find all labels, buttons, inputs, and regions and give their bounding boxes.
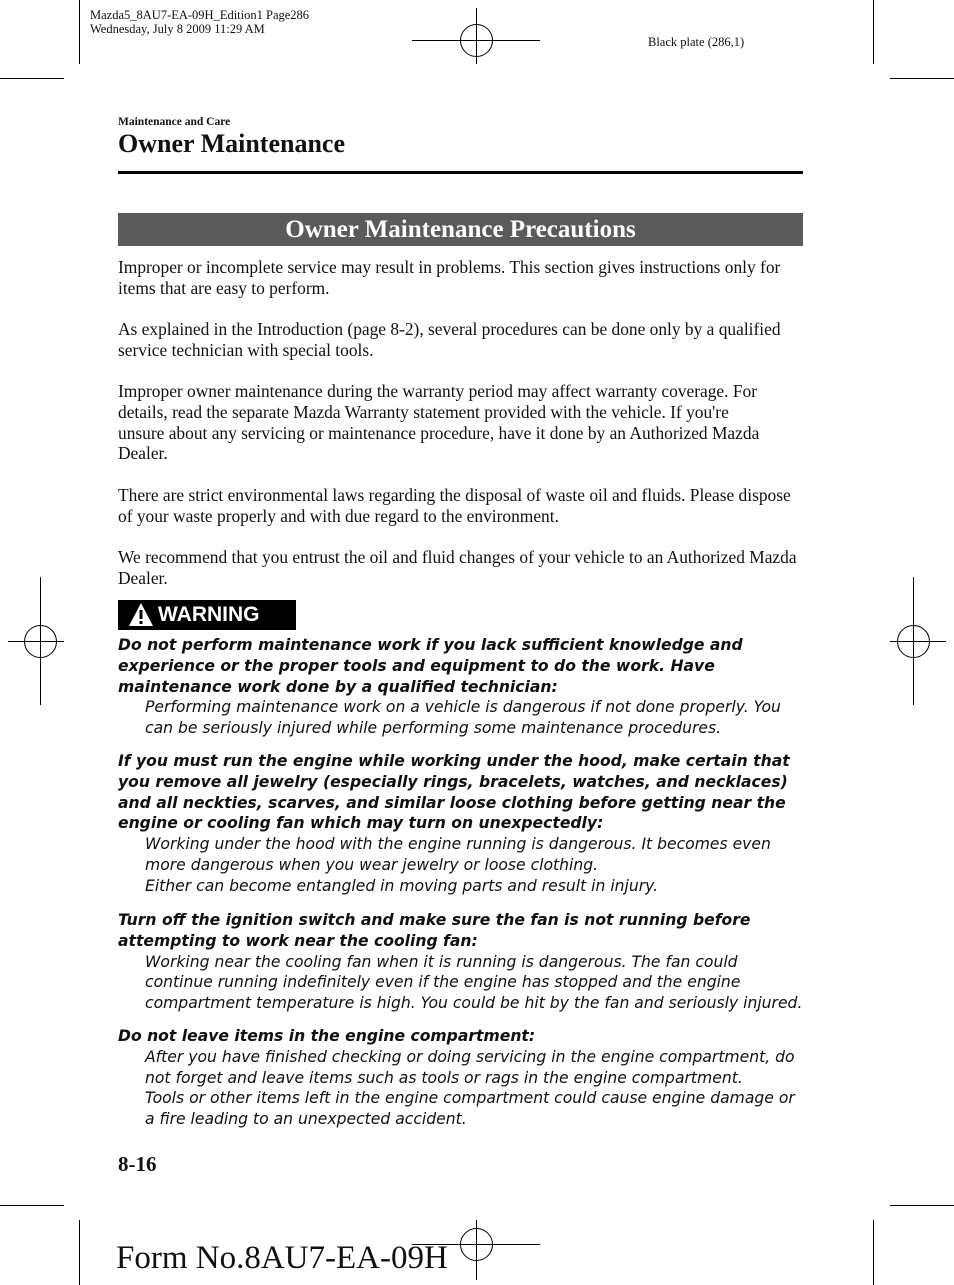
paragraph: There are strict environmental laws regarding the disposal of waste oil and fluids. Please dispose of your waste properly and with due regard to the environment. [118, 485, 791, 526]
warning-lead: Turn off the ignition switch and make sure the fan is not running before attempting to work near the cooling fan: [118, 911, 751, 950]
section-label: Maintenance and Care [118, 116, 231, 128]
crop-mark [0, 78, 64, 79]
page-number: 8-16 [118, 1152, 157, 1176]
warning-triangle-icon [128, 602, 154, 627]
paragraph: As explained in the Introduction (page 8-2), several procedures can be done only by a qualified service technician with special tools. [118, 319, 781, 360]
warning-badge [118, 600, 296, 630]
paragraph: Improper or incomplete service may result in problems. This section gives instructions only for items that are easy to perform. [118, 257, 781, 298]
section-banner: Owner Maintenance Precautions [118, 213, 803, 246]
warning-explanation-extra: Either can become entangled in moving parts and result in injury. [145, 876, 659, 895]
warning-lead: If you must run the engine while working under the hood, make certain that you remove all jewelry (especially rings, bracelets, watches, and necklaces) and all neckties, scarves, and similar loose clothing before getting near the engine or cooling fan which may turn on unexpectedly: [118, 752, 790, 833]
form-number: Form No.8AU7-EA-09H [116, 1240, 448, 1276]
paragraph: Improper owner maintenance during the warranty period may affect warranty coverage. For details, read the separate Mazda Warranty statement provided with the vehicle. If you're unsure about any servicing or maintenance procedure, have it done by an Authorized Mazda Dealer. [118, 381, 760, 464]
paragraph: We recommend that you entrust the oil and fluid changes of your vehicle to an Authorized Mazda Dealer. [118, 547, 797, 588]
warning-lead: Do not leave items in the engine compartment: [118, 1027, 536, 1045]
registration-circle [460, 1228, 493, 1261]
chapter-title: Owner Maintenance [118, 129, 345, 158]
print-header [90, 8, 309, 36]
crop-mark [873, 1220, 874, 1285]
crop-mark [873, 0, 874, 64]
warning-lead: Do not perform maintenance work if you lack sufficient knowledge and experience or the proper tools and equipment to do the work. Have maintenance work done by a qualified technician: [118, 636, 743, 696]
crop-mark [890, 78, 954, 79]
registration-circle [897, 625, 930, 658]
registration-circle [24, 625, 57, 658]
warning-explanation: Performing maintenance work on a vehicle is dangerous if not done properly. You can be seriously injured while performing some maintenance procedures. [145, 698, 781, 738]
warning-item [118, 1026, 808, 1130]
warning-item [118, 910, 808, 1014]
registration-circle [460, 24, 493, 57]
crop-mark [0, 1205, 64, 1206]
warning-explanation: Working near the cooling fan when it is running is dangerous. The fan could continue running indefinitely even if the engine has stopped and the engine compartment temperature is high. You could be hit by the fan and seriously injured. [145, 952, 803, 1013]
warning-item [118, 635, 808, 739]
crop-mark [79, 1220, 80, 1285]
warning-item [118, 751, 808, 897]
warning-explanation-extra: Tools or other items left in the engine compartment could cause engine damage or a fire leading to an unexpected accident. [145, 1089, 795, 1129]
warning-explanation: Working under the hood with the engine running is dangerous. It becomes even more dangerous when you wear jewelry or loose clothing. [145, 835, 771, 874]
print-plate: Black plate (286,1) [648, 35, 745, 49]
print-file-line: Mazda5_8AU7-EA-09H_Edition1 Page286 [90, 8, 310, 22]
warning-explanation: After you have finished checking or doing servicing in the engine compartment, do not forget and leave items such as tools or rags in the engine compartment. [145, 1047, 795, 1087]
print-date-line: Wednesday, July 8 2009 11:29 AM [90, 22, 265, 36]
title-divider [118, 171, 803, 174]
crop-mark [890, 1205, 954, 1206]
crop-mark [79, 0, 80, 64]
warning-label: WARNING [158, 603, 260, 626]
